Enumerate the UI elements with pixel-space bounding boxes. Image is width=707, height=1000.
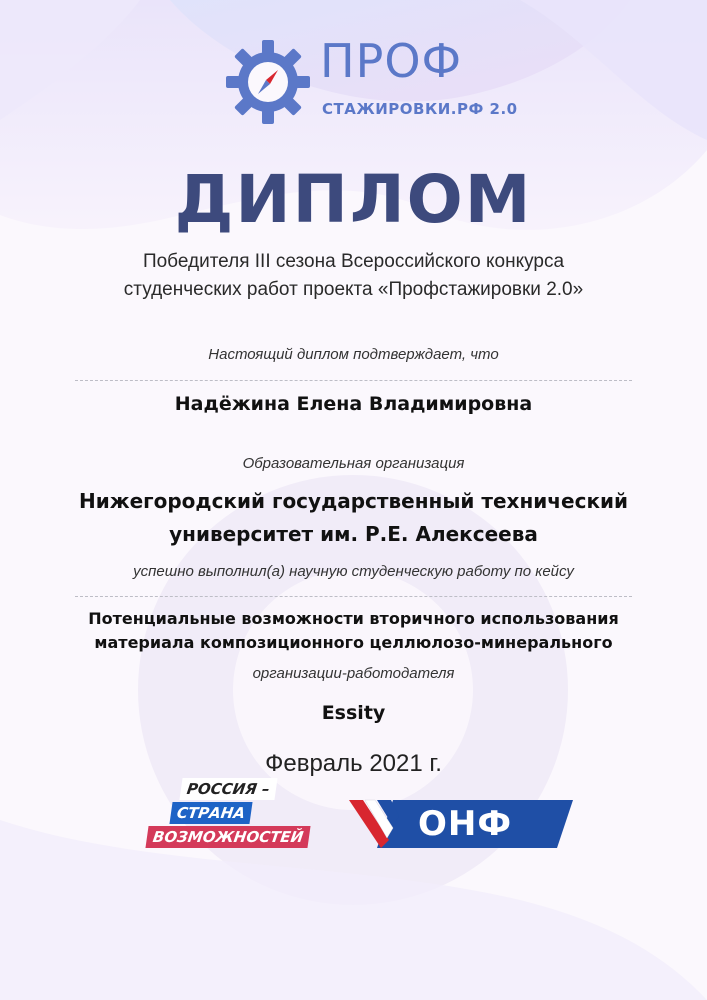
org-name-line-2: университет им. Р.Е. Алексеева — [169, 522, 538, 546]
logo-subtitle: СТАЖИРОВКИ.РФ 2.0 — [322, 100, 518, 118]
work-title-line-1: Потенциальные возможности вторичного использования — [88, 609, 619, 628]
success-text: успешно выполнил(а) научную студенческую работу по кейсу — [133, 563, 574, 580]
logo-brand: ПРОФ — [320, 34, 463, 88]
company-name: Essity — [321, 702, 386, 724]
subtitle-line-2: студенческих работ проекта «Профстажировки 2.0» — [123, 279, 584, 300]
divider — [75, 380, 632, 381]
work-title — [0, 607, 707, 655]
onf-text: ОНФ — [418, 804, 513, 844]
work-title-line-2: материала композиционного целлюлозо-минерального — [94, 633, 613, 652]
divider — [75, 596, 632, 597]
org-name-line-1: Нижегородский государственный технический — [78, 489, 629, 513]
employer-label: организации-работодателя — [252, 665, 455, 682]
rsv-line-2: СТРАНА — [169, 802, 252, 824]
confirm-text: Настоящий диплом подтверждает, что — [208, 346, 499, 363]
rsv-line-3: ВОЗМОЖНОСТЕЙ — [145, 826, 310, 848]
diploma-date: Февраль 2021 г. — [265, 750, 442, 777]
diploma-subtitle — [0, 248, 707, 304]
subtitle-line-1: Победителя III сезона Всероссийского конкурса — [142, 251, 565, 272]
diploma-title: ДИПЛОМ — [174, 161, 533, 238]
rsv-logo — [143, 778, 333, 853]
gear-compass-icon — [222, 36, 314, 128]
rsv-line-1: РОССИЯ – — [179, 778, 277, 800]
org-name — [0, 485, 707, 551]
org-label: Образовательная организация — [242, 455, 465, 472]
recipient-name: Надёжина Елена Владимировна — [174, 393, 533, 415]
